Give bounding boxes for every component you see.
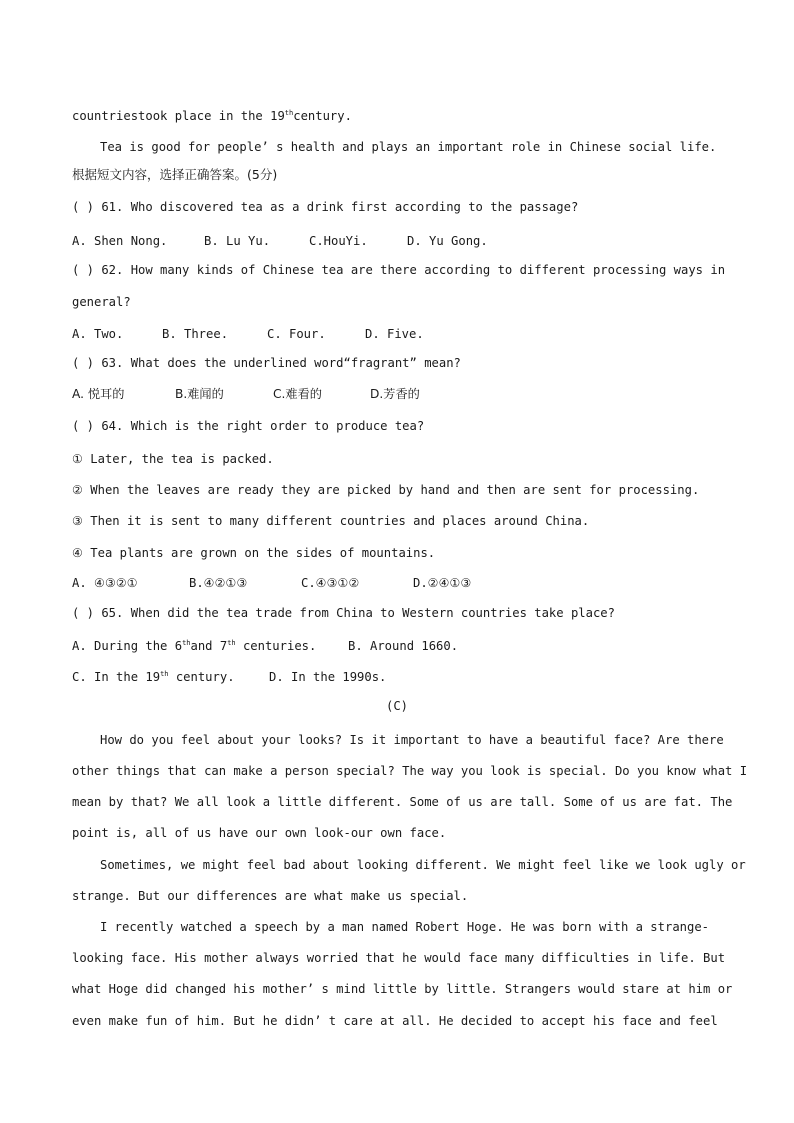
option-c[interactable]: C.HouYi. [309,234,368,248]
option-d[interactable]: D. In the 1990s. [269,670,387,684]
text-run: century. [168,670,235,684]
passage-line: How do you feel about your looks? Is it important to have a beautiful face? Are there [100,733,724,747]
superscript: th [284,109,294,117]
option-b[interactable]: B.④②①③ [189,576,248,590]
text-run: A. During the 6 [72,639,183,653]
question-61-options [72,233,488,249]
section-heading: (C) [385,699,408,713]
option-d[interactable]: D.芳香的 [370,387,420,401]
passage-line: even make fun of him. But he didn’ t care at all. He decided to accept his face and feel [72,1014,718,1028]
passage-line: other things that can make a person special? The way you look is special. Do you know what I [72,764,748,778]
option-c[interactable]: C.④③①② [301,576,360,590]
option-b[interactable]: B. Lu Yu. [204,234,271,248]
passage-line: Sometimes, we might feel bad about looking different. We might feel like we look ugly or [100,858,746,872]
superscript: th [160,670,169,678]
passage-line: strange. But our differences are what make us special. [72,889,469,903]
option-d[interactable]: D. Yu Gong. [407,234,488,248]
passage-line: looking face. His mother always worried that he would face many difficulties in life. But [72,951,726,965]
passage-continuation-line [72,108,352,124]
question-61-stem: ( ) 61. Who discovered tea as a drink first according to the passage? [72,200,579,214]
passage-line: mean by that? We all look a little different. Some of us are tall. Some of us are fat. The [72,795,733,809]
option-a[interactable]: A. Shen Nong. [72,234,168,248]
option-c[interactable] [72,669,269,685]
step-2: ② When the leaves are ready they are picked by hand and then are sent for processing. [72,483,700,497]
option-b[interactable]: B. Around 1660. [348,639,459,653]
step-4: ④ Tea plants are grown on the sides of mountains. [72,546,436,560]
instruction-text: 根据短文内容，选择正确答案。(5分) [72,167,278,182]
text-run: C. In the 19 [72,670,161,684]
passage-line: what Hoge did changed his mother’ s mind little by little. Strangers would stare at him or [72,982,733,996]
option-c[interactable]: C. Four. [267,327,326,341]
option-b[interactable]: B. Three. [162,327,229,341]
question-65-options-cd [72,669,386,685]
passage-line: I recently watched a speech by a man named Robert Hoge. He was born with a strange- [100,920,710,934]
superscript: th [182,639,191,647]
passage-paragraph: Tea is good for people’ s health and plays an important role in Chinese social life. [100,140,717,154]
question-65-stem: ( ) 65. When did the tea trade from China to Western countries take place? [72,606,615,620]
option-a[interactable]: A. ④③②① [72,576,138,590]
option-a[interactable] [72,638,348,654]
text-run: and 7 [190,639,228,653]
question-62-stem-cont: general? [72,295,131,309]
question-64-options [72,575,471,591]
step-1: ① Later, the tea is packed. [72,452,274,466]
option-a[interactable]: A. 悦耳的 [72,387,125,401]
question-63-stem: ( ) 63. What does the underlined word“fragrant” mean? [72,356,461,370]
text-run: countriestook place in the 19 [72,109,285,123]
passage-line: point is, all of us have our own look-our own face. [72,826,447,840]
question-64-stem: ( ) 64. Which is the right order to produce tea? [72,419,425,433]
option-c[interactable]: C.难看的 [273,387,322,401]
question-62-options [72,326,424,342]
option-b[interactable]: B.难闻的 [175,387,224,401]
option-d[interactable]: D. Five. [365,327,424,341]
step-3: ③ Then it is sent to many different countries and places around China. [72,514,590,528]
option-d[interactable]: D.②④①③ [413,576,472,590]
question-65-options-ab [72,638,458,654]
option-a[interactable]: A. Two. [72,327,124,341]
text-run: centuries. [235,639,317,653]
text-run: century. [293,109,352,123]
question-62-stem: ( ) 62. How many kinds of Chinese tea are there according to different processing ways in [72,263,726,277]
question-63-options [72,386,420,402]
superscript: th [227,639,236,647]
